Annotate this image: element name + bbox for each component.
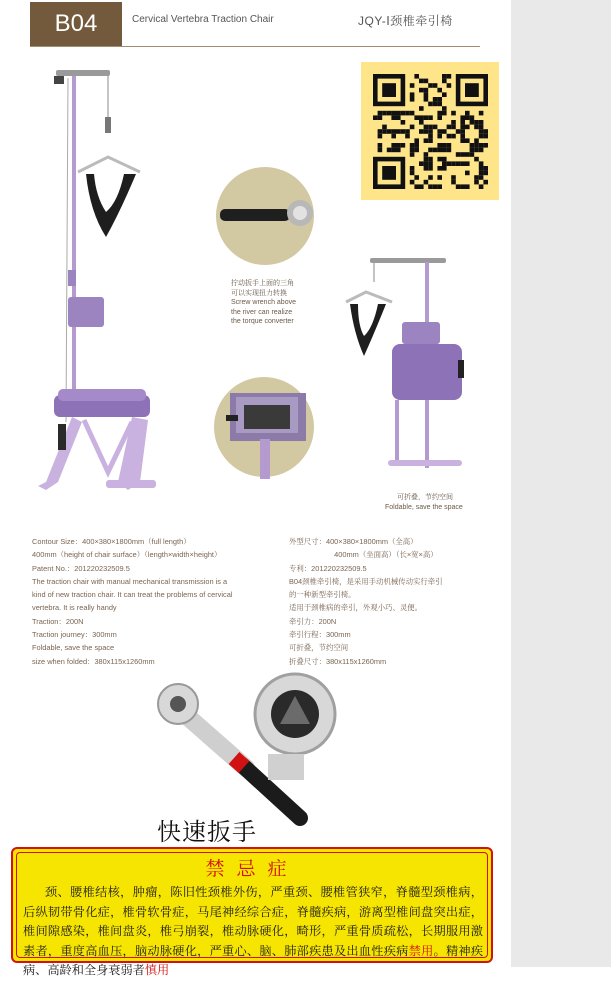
spec-line: 可折叠，节约空间 bbox=[289, 643, 349, 653]
wrench-caption-en-line: the river can realize bbox=[231, 308, 293, 316]
spec-line: 400mm（height of chair surface）（length×width×height） bbox=[32, 550, 222, 560]
contraindications-text bbox=[23, 883, 483, 981]
spec-line: Traction journey：300mm bbox=[32, 630, 117, 640]
spec-line: 的一种新型牵引椅。 bbox=[289, 590, 356, 600]
folded-chair-image bbox=[340, 256, 470, 480]
spec-line: kind of new traction chair. It can treat the problems of cervical bbox=[32, 590, 233, 600]
foldable-caption-cn: 可折叠，节约空间 bbox=[397, 494, 453, 501]
wrench-caption-cn-line: 可以实现扭力转换 bbox=[231, 289, 287, 297]
spec-line: The traction chair with manual mechanical transmission is a bbox=[32, 576, 228, 586]
spec-line: 400mm（坐面高）（长×宽×高） bbox=[289, 550, 438, 560]
caution-label: 慎用 bbox=[144, 963, 170, 977]
contraindications-title: 禁忌症 bbox=[205, 859, 299, 880]
spec-line: size when folded：380x115x1260mm bbox=[32, 656, 155, 666]
spec-line: B04颈椎牵引椅，是采用手动机械传动实行牵引 bbox=[289, 576, 443, 586]
quick-wrench-label: 快速扳手 bbox=[157, 819, 257, 846]
traction-chair-image bbox=[28, 62, 168, 502]
contraindications-body: 颈、腰椎结核，肿瘤，陈旧性颈椎外伤，严重颈、腰椎管狭窄，脊髓型颈椎病，后纵韧带骨化症，椎骨软骨症，马尾神经综合症，脊髓疾病，游离型椎间盘突出症，椎间隙感染，椎间盘炎，椎弓崩裂，椎动脉硬化，畸形，严重骨质疏松，长期服用激素者，重度高血压，脑动脉硬化，严重心、脑、肺部疾患及出血性疾病 bbox=[23, 885, 483, 958]
spec-line: Patent No.：201220232509.5 bbox=[32, 563, 130, 573]
wrench-caption bbox=[231, 279, 296, 327]
product-title-en: Cervical Vertebra Traction Chair bbox=[132, 14, 274, 25]
contraindications-body-2: 。精神疾病、高龄和全身衰弱者 bbox=[23, 943, 484, 977]
foldable-caption-en: Foldable, save the space bbox=[385, 503, 463, 511]
wrench-caption-cn-line: 拧动扳手上面的三角 bbox=[231, 280, 294, 287]
spec-line: Traction：200N bbox=[32, 616, 84, 626]
spec-line: 牵引行程：300mm bbox=[289, 630, 351, 640]
product-title-cn: JQY-Ⅰ颈椎牵引椅 bbox=[358, 14, 453, 28]
spec-line: vertebra. It is really handy bbox=[32, 603, 117, 613]
qr-code[interactable] bbox=[361, 62, 499, 200]
wrench-closeup-image bbox=[214, 165, 316, 267]
model-number: B04 bbox=[30, 2, 122, 46]
wrench-caption-en-line: Screw wrench above bbox=[231, 299, 296, 306]
mechanism-closeup-image bbox=[212, 375, 316, 479]
specs-english bbox=[32, 535, 272, 668]
wrench-caption-en-line: the torque converter bbox=[231, 318, 294, 325]
spec-line: Contour Size：400×380×1800mm（full length） bbox=[32, 537, 191, 546]
qr-code-pattern bbox=[361, 62, 499, 200]
specs-chinese bbox=[289, 535, 504, 668]
header-divider bbox=[30, 46, 480, 47]
contraindications-box bbox=[11, 847, 493, 977]
spec-line: 专利：201220232509.5 bbox=[289, 563, 367, 573]
spec-line: Foldable, save the space bbox=[32, 643, 115, 653]
prohibited-label: 禁用 bbox=[408, 943, 434, 958]
foldable-caption bbox=[385, 493, 463, 512]
page-side-margin bbox=[511, 0, 611, 967]
spec-line: 牵引力：200N bbox=[289, 616, 337, 626]
spec-line: 适用于颈椎病的牵引，外观小巧、灵便。 bbox=[289, 603, 423, 613]
spec-line: 折叠尺寸：380x115x1260mm bbox=[289, 656, 387, 666]
spec-line: 外型尺寸：400×380×1800mm（全高） bbox=[289, 537, 418, 546]
